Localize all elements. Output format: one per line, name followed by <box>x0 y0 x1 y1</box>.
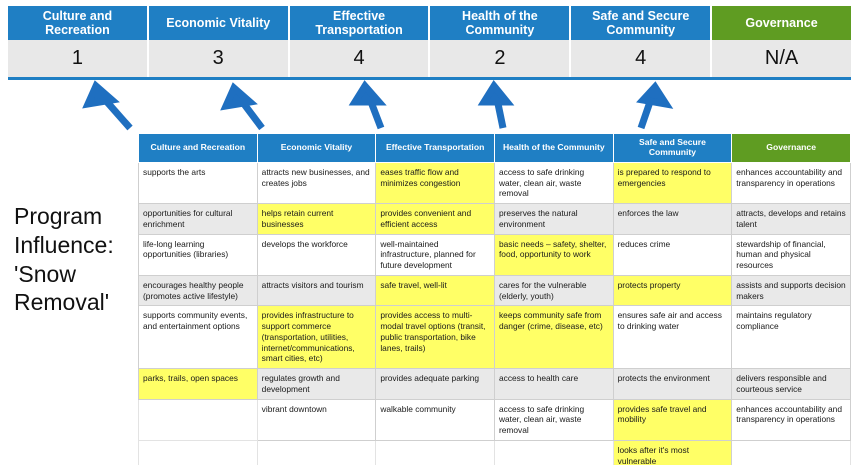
matrix-cell-r5-c0: parks, trails, open spaces <box>139 369 258 400</box>
matrix-cell-r0-c0: supports the arts <box>139 162 258 203</box>
top-header-cell-1: Economic Vitality <box>149 6 290 40</box>
score-cell-2: 4 <box>290 40 431 77</box>
top-header-cell-2: Effective Transportation <box>290 6 431 40</box>
table-row <box>139 440 851 465</box>
matrix-cell-r5-c4: protects the environment <box>613 369 732 400</box>
matrix-cell-r1-c4: enforces the law <box>613 204 732 235</box>
matrix-cell-r6-c0 <box>139 399 258 440</box>
matrix-column-header-2: Effective Transportation <box>376 134 495 163</box>
arrow-head-5 <box>643 87 666 104</box>
matrix-cell-r0-c5: enhances accountability and transparency in operations <box>732 162 851 203</box>
matrix-cell-r0-c1: attracts new businesses, and creates jobs <box>257 162 376 203</box>
matrix-cell-r2-c5: stewardship of financial, human and physical resources <box>732 234 851 275</box>
arrow-head-4 <box>484 86 507 102</box>
matrix-cell-r5-c5: delivers responsible and courteous service <box>732 369 851 400</box>
matrix-column-header-4: Safe and Secure Community <box>613 134 732 163</box>
matrix-cell-r1-c1: helps retain current businesses <box>257 204 376 235</box>
matrix-cell-r7-c0 <box>139 440 258 465</box>
matrix-cell-r6-c1: vibrant downtown <box>257 399 376 440</box>
matrix-cell-r3-c4: protects property <box>613 275 732 306</box>
matrix-cell-r6-c4: provides safe travel and mobility <box>613 399 732 440</box>
matrix-cell-r4-c3: keeps community safe from danger (crime, disease, etc) <box>494 306 613 369</box>
matrix-cell-r7-c2 <box>376 440 495 465</box>
arrow-head-1 <box>88 86 112 104</box>
matrix-body <box>139 162 851 465</box>
matrix-cell-r4-c1: provides infrastructure to support commerce (transportation, utilities, internet/communications, smart cities, etc) <box>257 306 376 369</box>
top-header-cell-4: Safe and Secure Community <box>571 6 712 40</box>
matrix-column-header-5: Governance <box>732 134 851 163</box>
matrix-cell-r6-c2: walkable community <box>376 399 495 440</box>
matrix-cell-r2-c2: well-maintained infrastructure, planned for future development <box>376 234 495 275</box>
matrix-cell-r4-c2: provides access to multi-modal travel options (transit, public transportation, bike lanes, trails) <box>376 306 495 369</box>
top-header-cell-3: Health of the Community <box>430 6 571 40</box>
arrow-head-3 <box>355 86 379 102</box>
score-cell-0: 1 <box>8 40 149 77</box>
matrix-cell-r6-c5: enhances accountability and transparency in operations <box>732 399 851 440</box>
matrix-cell-r6-c3: access to safe drinking water, clean air, waste removal <box>494 399 613 440</box>
matrix-cell-r2-c0: life-long learning opportunities (libraries) <box>139 234 258 275</box>
top-header-cell-5: Governance <box>712 6 851 40</box>
matrix-cell-r0-c3: access to safe drinking water, clean air, waste removal <box>494 162 613 203</box>
matrix-cell-r5-c1: regulates growth and development <box>257 369 376 400</box>
matrix-cell-r2-c3: basic needs – safety, shelter, food, opportunity to work <box>494 234 613 275</box>
matrix-column-header-1: Economic Vitality <box>257 134 376 163</box>
table-row <box>139 369 851 400</box>
program-influence-caption: Program Influence: 'Snow Removal' <box>14 203 114 316</box>
matrix-cell-r2-c1: develops the workforce <box>257 234 376 275</box>
matrix-cell-r1-c5: attracts, develops and retains talent <box>732 204 851 235</box>
strategic-outcomes-matrix <box>138 133 851 465</box>
score-band <box>8 40 851 77</box>
matrix-cell-r4-c0: supports community events, and entertainment options <box>139 306 258 369</box>
matrix-cell-r0-c4: is prepared to respond to emergencies <box>613 162 732 203</box>
table-row <box>139 306 851 369</box>
table-row <box>139 399 851 440</box>
table-row <box>139 162 851 203</box>
table-row <box>139 204 851 235</box>
matrix-cell-r3-c2: safe travel, well-lit <box>376 275 495 306</box>
matrix-cell-r7-c3 <box>494 440 613 465</box>
matrix-cell-r4-c4: ensures safe air and access to drinking water <box>613 306 732 369</box>
arrow-head-2 <box>226 88 250 106</box>
matrix-cell-r5-c2: provides adequate parking <box>376 369 495 400</box>
matrix-cell-r0-c2: eases traffic flow and minimizes congestion <box>376 162 495 203</box>
matrix-cell-r1-c3: preserves the natural environment <box>494 204 613 235</box>
score-cell-5: N/A <box>764 47 799 69</box>
matrix-cell-r2-c4: reduces crime <box>613 234 732 275</box>
matrix-cell-r4-c5: maintains regulatory compliance <box>732 306 851 369</box>
top-header-band <box>8 6 851 40</box>
matrix-cell-r3-c5: assists and supports decision makers <box>732 275 851 306</box>
table-row <box>139 275 851 306</box>
score-cell-3: 2 <box>430 40 571 77</box>
matrix-cell-r1-c0: opportunities for cultural enrichment <box>139 204 258 235</box>
matrix-cell-r7-c4: looks after it's most vulnerable <box>613 440 732 465</box>
matrix-header-row <box>139 134 851 163</box>
matrix-cell-r3-c0: encourages healthy people (promotes active lifestyle) <box>139 275 258 306</box>
matrix-cell-r7-c1 <box>257 440 376 465</box>
matrix-column-header-0: Culture and Recreation <box>139 134 258 163</box>
table-row <box>139 234 851 275</box>
matrix-cell-r7-c5 <box>732 440 851 465</box>
matrix-cell-r5-c3: access to health care <box>494 369 613 400</box>
matrix-cell-r1-c2: provides convenient and efficient access <box>376 204 495 235</box>
matrix-cell-r3-c1: attracts visitors and tourism <box>257 275 376 306</box>
arrow-group <box>0 78 859 134</box>
top-header-cell-0: Culture and Recreation <box>8 6 149 40</box>
matrix-cell-r3-c3: cares for the vulnerable (elderly, youth) <box>494 275 613 306</box>
score-cell-1: 3 <box>149 40 290 77</box>
matrix-column-header-3: Health of the Community <box>494 134 613 163</box>
score-cell-4: 4 <box>571 40 712 77</box>
